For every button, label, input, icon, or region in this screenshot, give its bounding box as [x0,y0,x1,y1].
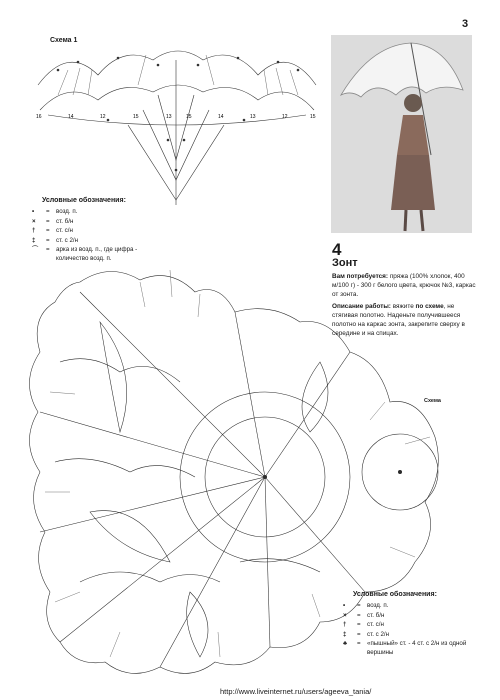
schema1-title: Схема 1 [50,37,78,44]
legend-1-title: Условные обозначения: [42,197,126,204]
ring-label: 14 [218,114,224,120]
legend-2-title: Условные обозначения: [353,591,437,598]
schema-label: Схема [424,398,441,404]
ring-label: 15 [186,114,192,120]
ring-label: 15 [310,114,316,120]
materials-label: Вам потребуется: [332,273,389,280]
ring-label: 13 [166,114,172,120]
ring-label: 15 [133,114,139,120]
section-title: Зонт [332,257,358,269]
legend-1 [32,196,172,264]
legend-1-item: × = ст. б/н [32,217,74,225]
materials-text: пряжа (100% хлопок, 400 м/100 г) - 300 г белого цвета, крючок №3, каркас от зонта. [332,273,476,298]
legend-2-item: † = ст. с/н [343,621,384,629]
ring-label: 12 [282,114,288,120]
legend-1-item: † = ст. с/н [32,227,73,235]
legend-1-item: ⌒ = арка из возд. п., где цифра - количество возд. п. [32,246,138,263]
legend-2-item: ‡ = ст. с 2/н [343,630,390,638]
section-number: 4 [332,240,342,259]
ring-label: 13 [250,114,256,120]
ring-label: 14 [68,114,74,120]
legend-1-item: • = возд. п. [32,208,78,216]
description-label: Описание работы: [332,303,391,310]
schema1-diagram [28,40,324,208]
legend-2-item: • = возд. п. [343,602,389,610]
legend-2-item: ♣ = «пышный» ст. - 4 ст. с 2/н из одной вершины [343,640,467,657]
ring-label: 16 [36,114,42,120]
page-number: 3 [462,18,469,30]
legend-2-item: × = ст. б/н [343,611,385,619]
source-url[interactable]: http://www.liveinternet.ru/users/ageeva_tania/ [220,687,372,696]
section-text: Вам потребуется: пряжа (100% хлопок, 400 м/100 г) - 300 г белого цвета, крючок №3, каркас от зонта. Описание работы: вяжите по схеме, не стягивая полотно. Наденьте получившееся полотно на каркас зонта, закрепите сверху в середине и на спицах. [332,273,476,337]
umbrella-photo [331,35,472,233]
legend-1-item: ‡ = ст. с 2/н [32,236,79,244]
legend-2 [343,590,493,658]
ring-label: 12 [100,114,106,120]
